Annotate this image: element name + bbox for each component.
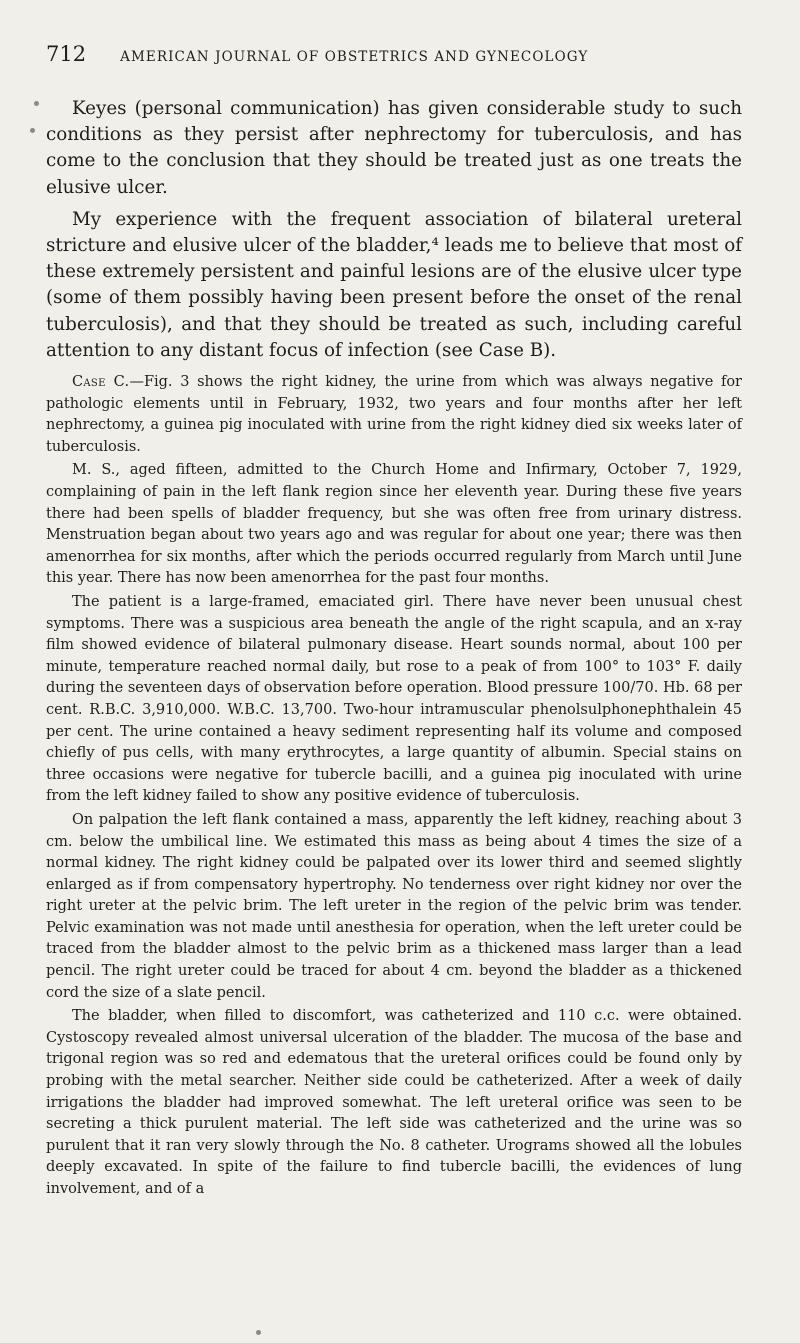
- case-paragraph: M. S., aged fifteen, admitted to the Church Home and Infirmary, October 7, 1929, complaining of pain in the left flank region since her eleventh year. During these five years there had been spells of bladder frequency, but she was often free from urinary distress. Menstruation began about two years ago and was regular for about one year; there was then amenorrhea for six months, after which the periods occurred regularly from March until June this year. There has now been amenorrhea for the past four months.: [46, 462, 742, 587]
- intro-paragraph: Keyes (personal communication) has given considerable study to such conditions as they persist after nephrectomy for tuberculosis, and has come to the conclusion that they should be treated just as one treats the elusive ulcer.: [46, 98, 742, 198]
- intro-section: [46, 96, 742, 364]
- running-head: AMERICAN JOURNAL OF OBSTETRICS AND GYNECOLOGY: [120, 49, 589, 65]
- scan-speck: [256, 1330, 261, 1335]
- intro-paragraph: My experience with the frequent association of bilateral ureteral stricture and elusive ulcer of the bladder,⁴ leads me to believe that most of these extremely persistent and painful lesions are of the elusive ulcer type (some of them possibly having been present before the onset of the renal tuberculosis), and that they should be treated as such, including careful attention to any distant focus of infection (see Case B).: [46, 208, 742, 361]
- case-paragraph: The bladder, when filled to discomfort, was catheterized and 110 c.c. were obtained. Cystoscopy revealed almost universal ulceration of the bladder. The mucosa of the base and trigonal region was so red and edematous that the ureteral orifices could be found only by probing with the metal searcher. Neither side could be catheterized. After a week of daily irrigations the bladder had improved somewhat. The left ureteral orifice was seen to be secreting a thick purulent material. The left side was catheterized and the urine was so purulent that it ran very slowly through the No. 8 catheter. Urograms showed all the lobules deeply excavated. In spite of the failure to find tubercle bacilli, the evidences of lung involvement, and of a: [46, 1008, 742, 1197]
- page-header: [46, 42, 742, 78]
- case-summary: —Fig. 3 shows the right kidney, the urine from which was always negative for pathologic elements until in February, 1932, two years and four months after her left nephrectomy, a guinea pig inoculated with urine from the right kidney died six weeks later of tuberculosis.: [46, 374, 742, 455]
- case-report: [46, 372, 742, 1201]
- journal-page: [46, 42, 742, 1201]
- case-paragraph: The patient is a large-framed, emaciated girl. There have never been unusual chest symptoms. There was a suspicious area beneath the angle of the right scapula, and an x-ray film showed evidence of bilateral pulmonary disease. Heart sounds normal, about 100 per minute, temperature reached normal daily, but rose to a peak of from 100° to 103° F. daily during the seventeen days of observation before operation. Blood pressure 100/70. Hb. 68 per cent. R.B.C. 3,910,000. W.B.C. 13,700. Two-hour intramuscular phenolsulphonephthalein 45 per cent. The urine contained a heavy sediment representing half its volume and composed chiefly of pus cells, with many erythrocytes, a large quantity of albumin. Special stains on three occasions were negative for tubercle bacilli, and a guinea pig inoculated with urine from the left kidney failed to show any positive evidence of tuberculosis.: [46, 593, 742, 805]
- scan-speck: [30, 128, 35, 133]
- page-number: 712: [46, 42, 87, 66]
- case-heading-paragraph: [46, 372, 742, 458]
- case-label: Case C.: [72, 374, 130, 391]
- case-paragraph: On palpation the left flank contained a mass, apparently the left kidney, reaching about 3 cm. below the umbilical line. We estimated this mass as being about 4 times the size of a normal kidney. The right kidney could be palpated over its lower third and seemed slightly enlarged as if from compensatory hypertrophy. No tenderness over right kidney nor over the right ureter at the pelvic brim. The left ureter in the region of the pelvic brim was tender. Pelvic examination was not made until anesthesia for operation, when the left ureter could be traced from the bladder almost to the pelvic brim as a thickened mass larger than a lead pencil. The right ureter could be traced for about 4 cm. beyond the bladder as a thickened cord the size of a slate pencil.: [46, 811, 742, 1001]
- scan-speck: [34, 101, 39, 106]
